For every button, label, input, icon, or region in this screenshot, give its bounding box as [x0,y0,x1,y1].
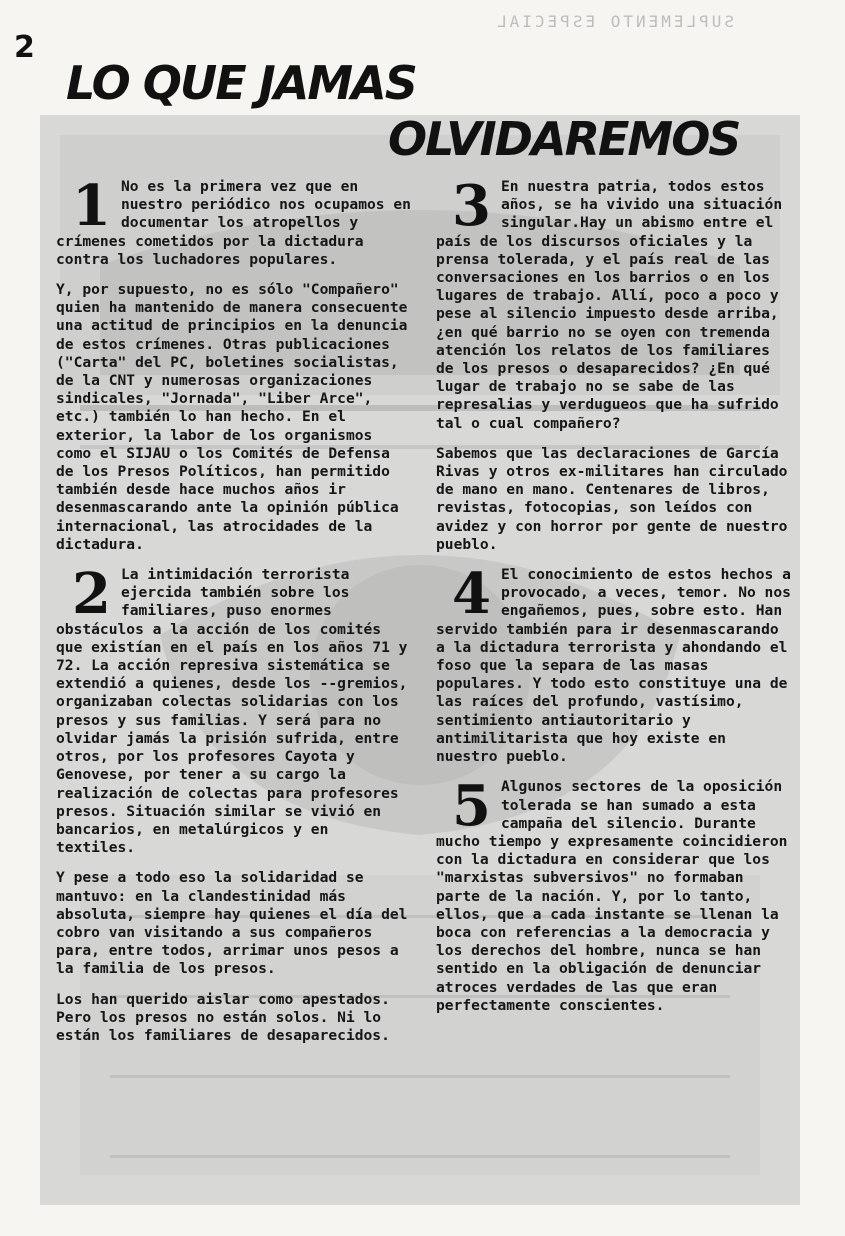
section-3-drop-number: 3 [452,173,491,239]
section-1-paragraph-1 [56,173,414,269]
headline-line-2: OLVIDAREMOS [388,112,740,166]
section-1-drop-number: 1 [72,173,111,239]
page-number: 2 [14,30,35,65]
section-2-paragraph-2: Y pese a todo eso la solidaridad se mantuvo: en la clandestinidad más absoluta, siempre hay quienes el día del cobro van visitando a sus compañeros para, entre todos, arrimar unos pesos a la familia de los presos. [56,869,408,978]
section-4-text-1: El conocimiento de estos hechos a provocado, a veces, temor. No nos engañemos, pues, sobre esto. Han servido también para ir desenmascarando a la dictadura terrorista y ahondando el foso que la separa de las masas populares. Y todo esto constituye una de las raíces del profundo, vastísimo, sentimiento antiautoritario y antimilitarista que hoy existe en nuestro pueblo. [436,566,791,766]
section-3-paragraph-2: Sabemos que las declaraciones de García Rivas y otros ex-militares han circulado de mano en mano. Centenares de libros, revistas, fotocopias, son leídos con avidez y con horror por gente de nuestro pueblo. [436,444,788,553]
section-3-paragraph-1 [436,173,796,433]
section-2-text-1: La intimidación terrorista ejercida también sobre los familiares, puso enormes obstáculos a la acción de los comités que existían en el país en los años 71 y 72. La acción represiva sistemática se extendió a quienes, desde los --gremios, organizaban colectas solidarias con los presos y sus familias. Y será para no olvidar jamás la prisión sufrida, entre otros, por los profesores Cayota y Genovese, por tener a su cargo la realización de colectas para profesores presos. Situación similar se vivió en bancarios, en metalúrgicos y en textiles. [56,566,408,857]
section-1-paragraph-2: Y, por supuesto, no es sólo "Compañero" quien ha mantenido de manera consecuente una actitud de principios en la denuncia de estos crímenes. Otras publicaciones ("Carta" del PC, boletines socialistas, de la CNT y numerosas organizaciones sindicales, "Jornada", "Liber Arce", etc.) también lo han hecho. En el exterior, la labor de los organismos como el SIJAU o los Comités de Defensa de los Presos Políticos, han permitido también desde hace muchos años ir desenmascarando ante la opinión pública internacional, las atrocidades de la dictadura. [56,281,408,553]
section-2-paragraph-3: Los han querido aislar como apestados. Pero los presos no están solos. Ni lo están los familiares de desaparecidos. [56,990,390,1044]
section-4-drop-number: 4 [452,561,491,628]
section-5-paragraph-1 [436,773,796,1015]
section-2-paragraph-1 [56,561,414,857]
section-5-text-1: Algunos sectores de la oposición tolerada se han sumado a esta campaña del silencio. Durante mucho tiempo y expresamente coincidieron con la dictadura en considerar que los "marxistas subversivos" no formaban parte de la nación. Y, por lo tanto, ellos, que a cada instante se llenan la boca con referencias a la democracia y los derechos del hombre, nunca se han sentido en la obligación de denunciar atroces verdades de las que eran perfectamente conscientes. [436,778,788,1014]
supplement-header: SUPLEMENTO ESPECIAL [494,12,735,31]
section-4-paragraph-1 [436,561,796,766]
section-1-text-1: No es la primera vez que en nuestro periódico nos ocupamos en documentar los atropellos y crímenes cometidos por la dictadura contra los luchadores populares. [56,178,411,268]
section-3-text-1: En nuestra patria, todos estos años, se ha vivido una situación singular.Hay un abismo entre el país de los discursos oficiales y la prensa tolerada, y el país real de las conversaciones en los barrios o en los lugares de trabajo. Allí, poco a poco y pese al silencio impuesto desde arriba,¿en qué barrio no se oyen con tremenda atención los relatos de los familiares de los presos o desaparecidos? ¿En qué lugar de trabajo no se sabe de las represalias y verdugueos que ha sufrido tal o cual compañero? [436,178,783,432]
headline-line-1: LO QUE JAMAS [66,56,416,110]
section-5-drop-number: 5 [452,773,491,840]
left-column [56,173,414,1057]
right-column [436,173,796,1027]
section-2-drop-number: 2 [72,561,111,628]
